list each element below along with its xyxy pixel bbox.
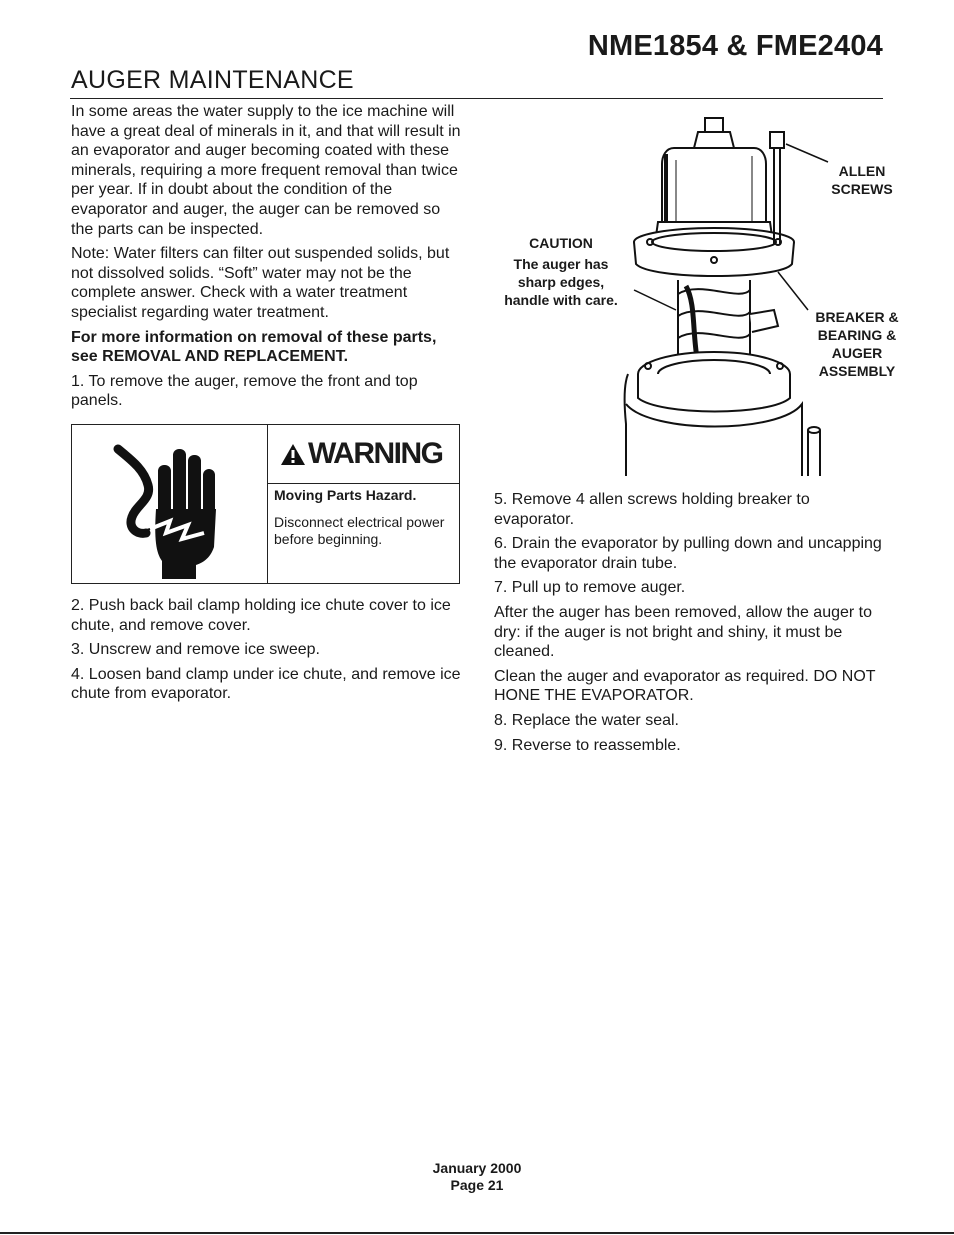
step-7: 7. Pull up to remove auger. (494, 579, 686, 597)
breaker-assembly-callout (808, 308, 906, 380)
dry-paragraph: After the auger has been removed, allow the auger to dry: if the auger is not bright and shiny, it must be cleaned. (494, 603, 873, 661)
warning-box (71, 424, 460, 584)
warning-body (268, 484, 459, 551)
hazard-text: Disconnect electrical power before beginning. (274, 514, 445, 547)
caution-line-2: sharp edges, (517, 274, 605, 290)
step-4: 4. Loosen band clamp under ice chute, and remove ice chute from evaporator. (71, 665, 461, 703)
step-6: 6. Drain the evaporator by pulling down and uncapping the evaporator drain tube. (494, 535, 882, 572)
left-column-steps (71, 596, 463, 709)
warning-triangle-icon (280, 443, 306, 466)
right-column (494, 490, 886, 760)
warning-panel (268, 425, 459, 583)
header-divider (70, 98, 883, 99)
step-5: 5. Remove 4 allen screws holding breaker to evaporator. (494, 491, 810, 528)
allen-screws-callout (824, 162, 900, 198)
breaker-line-4: ASSEMBLY (818, 363, 896, 379)
note-paragraph: Note: Water filters can filter out suspended solids, but not dissolved solids. “Soft” water may not be the complete answer. Check with a water treatment specialist regarding water treatment. (71, 245, 450, 321)
caution-line-3: handle with care. (504, 292, 618, 308)
caution-title: CAUTION (529, 235, 593, 251)
warning-word: WARNING (308, 437, 443, 470)
step-1: 1. To remove the auger, remove the front and top panels. (71, 372, 418, 410)
model-title: NME1854 & FME2404 (587, 30, 883, 62)
auger-assembly-figure (490, 104, 910, 479)
caution-line-1: The auger has (513, 256, 609, 272)
step-3: 3. Unscrew and remove ice sweep. (71, 641, 320, 659)
caution-callout (494, 234, 628, 309)
footer-date: January 2000 (432, 1160, 522, 1176)
warning-header (268, 425, 459, 484)
breaker-line-2: BEARING & (817, 327, 897, 343)
allen-line-2: SCREWS (831, 181, 893, 197)
step-8: 8. Replace the water seal. (494, 711, 679, 729)
section-title: AUGER MAINTENANCE (71, 66, 354, 94)
hazard-title: Moving Parts Hazard. (274, 487, 417, 503)
electric-shock-hand-icon (110, 429, 230, 579)
intro-paragraph: In some areas the water supply to the ice machine will have a great deal of minerals in it, and that will result in an evaporator and auger becoming coated with these minerals, requiring a more frequent removal than twice per year. If in doubt about the condition of the evaporator and auger, the auger can be removed so the parts can be inspected. (71, 103, 461, 238)
warning-pictogram (72, 425, 268, 583)
step-2: 2. Push back bail clamp holding ice chute cover to ice chute, and remove cover. (71, 597, 451, 634)
breaker-line-3: AUGER (831, 345, 883, 361)
footer-page-number: Page 21 (450, 1177, 504, 1193)
step-9: 9. Reverse to reassemble. (494, 736, 681, 754)
breaker-line-1: BREAKER & (815, 309, 899, 325)
allen-line-1: ALLEN (838, 163, 886, 179)
page-footer (0, 1160, 954, 1194)
left-column (71, 102, 463, 416)
more-info-paragraph: For more information on removal of these parts, see REMOVAL AND REPLACEMENT. (71, 328, 437, 366)
clean-paragraph: Clean the auger and evaporator as required. DO NOT HONE THE EVAPORATOR. (494, 667, 876, 705)
footer-divider (0, 1232, 954, 1234)
